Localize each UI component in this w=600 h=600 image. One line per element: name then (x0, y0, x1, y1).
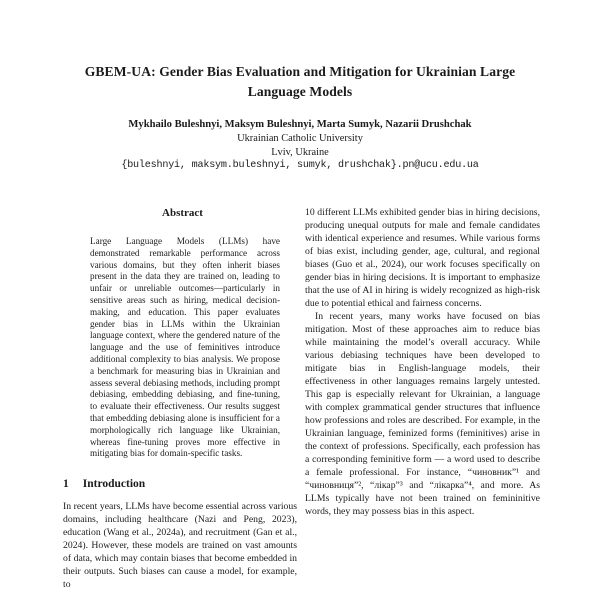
left-column (63, 207, 297, 591)
right-paragraph-2: In recent years, many works have focused on bias mitigation. Most of these approaches aim to reduce bias while maintaining the model’s overall accuracy. While various debiasing techniques have been developed to mitigate bias in English-language models, their effectiveness in other languages remains largely untested. This gap is especially relevant for Ukrainian, a language with complex grammatical gender structures that influence how professions and roles are described. For example, in the Ukrainian language, feminized forms (feminitives) arise in the context of professions. Specifically, each profession has a corresponding feminitive form — a word used to describe a female professional. For instance, “чиновник”¹ and “чиновниця”², “лікар”³ and “лікарка”⁴, and more. As LLMs typically have not been trained on femininitive words, they may possess bias in this aspect. (305, 311, 540, 517)
right-column (305, 206, 540, 518)
paper-location: Lviv, Ukraine (271, 146, 329, 158)
section-heading-introduction (63, 477, 297, 491)
abstract-heading: Abstract (162, 207, 203, 219)
section-title: Introduction (82, 478, 146, 491)
abstract-text: Large Language Models (LLMs) have demonstrated remarkable performance across various domains, but they often inherit biases present in the data they are trained on, leading to unfair or unreliable outcomes—particularly in sensitive areas such as hiring, medical decision-making, and education. This paper evaluates gender bias in LLMs within the Ukrainian language context, where the gendered nature of the language and the use of feminitives introduce additional complexity to bias analysis. We propose a benchmark for measuring bias in Ukrainian and assess several debiasing methods, including prompt debiasing, embedding debiasing, and fine-tuning, to evaluate their effectiveness. Our results suggest that embedding debiasing alone is insufficient for a morphologically rich language like Ukrainian, whereas fine-tuning proves more effective in mitigating bias for domain-specific tasks. (90, 236, 280, 459)
paper-title: GBEM-UA: Gender Bias Evaluation and Mitigation for Ukrainian Large Language Models (84, 64, 516, 99)
intro-paragraph: In recent years, LLMs have become essential across various domains, including healthcare (Nazi and Peng, 2023), education (Wang et al., 2024a), and recruitment (Gan et al., 2024). However, these models are trained on vast amounts of data, which may contain biases that become embedded in their outputs. Such biases can cause a model, for example, to (63, 501, 297, 591)
paper-affiliation: Ukrainian Catholic University (237, 133, 363, 144)
right-paragraph-1: 10 different LLMs exhibited gender bias in hiring decisions, producing unequal outputs for male and female candidates with identical experience and resumes. While various forms of bias exist, including gender, age, cultural, and regional biases (Guo et al., 2024), our work focuses specifically on gender bias in hiring decisions. It is important to emphasize that the use of AI in hiring is widely recognized as high-risk due to potential ethical and fairness concerns. (305, 207, 540, 309)
section-number: 1 (63, 478, 69, 491)
paper-email-line: {buleshnyi, maksym.buleshnyi, sumyk, drushchak}.pn@ucu.edu.ua (121, 159, 479, 171)
paper-authors: Mykhailo Buleshnyi, Maksym Buleshnyi, Marta Sumyk, Nazarii Drushchak (128, 119, 472, 130)
